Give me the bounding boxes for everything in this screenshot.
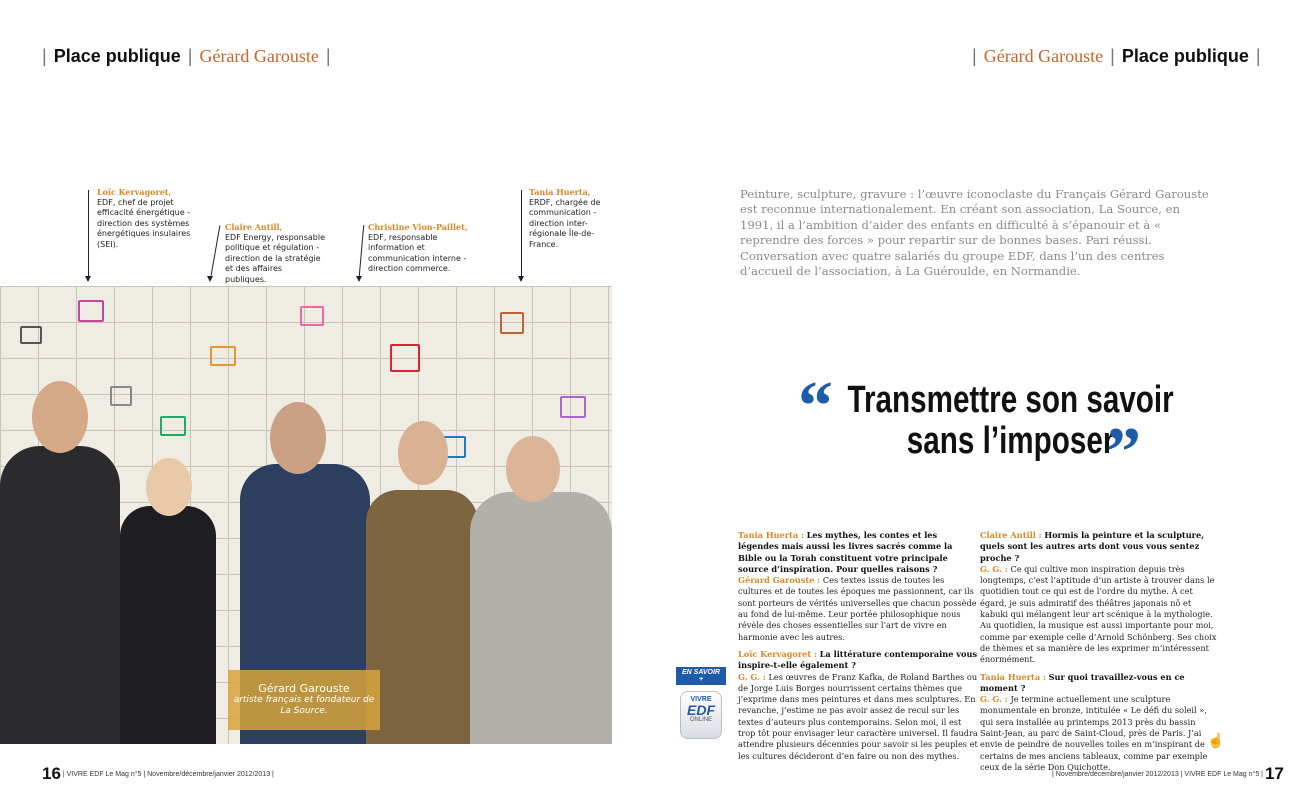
answer-text: Ce qui cultive mon inspiration depuis très longtemps, c’est l’aptitude d’un artiste à trouver dans le quotidien tout ce qui est de l’ordre du mythe. À cet égard, je suis admiratif des théâtres japonais nô et kabuki qui mélangent leur art scénique à la mythologie. Au quotidien, la musique est aussi importante pour moi, comme par exemple celle d’Arnold Schönberg. Ses choix de thèmes et sa manière de les exprimer m’intéressent énormément. bbox=[980, 563, 1217, 665]
caption-pointer-arrow bbox=[85, 276, 91, 282]
caption-text: EDF Energy, responsable politique et régulation - direction de la stratégie et des affaires publiques. bbox=[225, 232, 325, 284]
photo-caption-box bbox=[228, 670, 380, 730]
right-page-header bbox=[970, 46, 1263, 67]
tile-drawing bbox=[300, 306, 324, 326]
tile-drawing bbox=[160, 416, 186, 436]
header-separator: | bbox=[42, 46, 47, 66]
caption-name: Christine Vion-Paillet, bbox=[368, 222, 468, 232]
footer-left bbox=[42, 764, 274, 784]
header-separator: | bbox=[1110, 46, 1115, 66]
person-tania-huerta bbox=[470, 492, 612, 744]
footer-text: | Novembre/décembre/janvier 2012/2013 | VIVRE EDF Le Mag n°5 | bbox=[1052, 771, 1263, 778]
hand-pointer-icon: ☝ bbox=[1207, 733, 1225, 749]
answer-text: Ces textes issus de toutes les cultures et de toutes les époques me passionnent, car ils sont porteurs de vérités universelles que chacun possède au fond de lui-même. Leur portée philosophique nous révèle des choses essentielles sur l’art de vivre en harmonie avec les autres. bbox=[738, 575, 977, 642]
page-number: 17 bbox=[1264, 764, 1284, 783]
tile-drawing bbox=[560, 396, 586, 418]
caption-christine-vion-paillet bbox=[368, 222, 486, 275]
caption-pointer-line bbox=[211, 225, 221, 275]
tile-drawing bbox=[78, 300, 104, 322]
answer-text: Les œuvres de Franz Kafka, de Roland Barthes ou de Jorge Luis Borges nourrissent certains thèmes que j’exprime dans mes peintures et dans mes sculptures. En revanche, j’estime ne pas avoir assez de recul sur les textes d’auteurs plus contemporains. Selon moi, il est trop tôt pour envisager leur caractère universel. Il faudra attendre plusieurs décennies pour savoir si les peuples et les cultures décideront d’en faire ou non des mythes. bbox=[738, 671, 978, 761]
respondent-name: G. G. : bbox=[980, 694, 1008, 705]
caption-pointer-line bbox=[88, 190, 89, 276]
caption-text: EDF, chef de projet efficacité énergétique - direction des systèmes énergétiques insulaires (SEI). bbox=[97, 197, 191, 249]
caption-pointer-arrow bbox=[207, 276, 213, 282]
header-separator: | bbox=[972, 46, 977, 66]
tile-drawing bbox=[390, 344, 420, 372]
respondent-name: Gérard Garouste : bbox=[738, 575, 821, 586]
photo-caption-name: Gérard Garouste bbox=[258, 682, 350, 695]
interviewer-name: Tania Huerta : bbox=[738, 530, 805, 540]
section-title: Place publique bbox=[1121, 46, 1249, 66]
page-number: 16 bbox=[42, 764, 61, 783]
interview-block bbox=[738, 530, 978, 643]
tile-drawing bbox=[500, 312, 524, 334]
caption-text: EDF, responsable information et communication interne - direction commerce. bbox=[368, 232, 467, 273]
person-claire-antill bbox=[120, 506, 216, 744]
person-head bbox=[32, 381, 88, 453]
question-text: Sur quoi travaillez-vous en ce moment ? bbox=[980, 671, 1185, 693]
caption-name: Loïc Kervagoret, bbox=[97, 187, 172, 197]
caption-pointer-line bbox=[521, 190, 522, 276]
header-separator: | bbox=[325, 46, 331, 66]
intro-paragraph: Peinture, sculpture, gravure : l’œuvre iconoclaste du Français Gérard Garouste est reconnue internationalement. En créant son association, La Source, en 1991, il a l’ambition d’aider des enfants en difficulté à s’épanouir et à « reprendre des forces » pour repartir sur de bonnes bases. Pari réussi. Conversation avec quatre salariés du groupe EDF, dans l’un des centres d’accueil de l’association, à La Guéroulde, en Normandie. bbox=[740, 187, 1209, 279]
caption-pointer-line bbox=[359, 225, 364, 276]
question-text: Hormis la peinture et la sculpture, quels sont les autres arts dont vous vous sentez proche ? bbox=[980, 530, 1205, 563]
footer-text: | VIVRE EDF Le Mag n°5 | Novembre/décembre/janvier 2012/2013 | bbox=[62, 771, 274, 778]
section-title: Place publique bbox=[53, 46, 181, 66]
pull-quote-line: sans l’imposer bbox=[906, 420, 1115, 462]
caption-pointer-arrow bbox=[356, 276, 362, 282]
en-savoir-plus-tag[interactable]: EN SAVOIR + bbox=[676, 667, 726, 685]
question-text: Les mythes, les contes et les légendes mais aussi les livres sacrés comme la Bible ou la Torah constituent votre principale source d’inspiration. Pour quelles raisons ? bbox=[738, 530, 953, 574]
interviewer-name: Tania Huerta : bbox=[980, 671, 1047, 682]
answer-text: Je termine actuellement une sculpture monumentale en bronze, intitulée « Le défi du soleil », qui sera installée au printemps 2013 près du bassin Saint-Jean, au parc de Saint-Cloud, près de Paris. J’ai envie de peindre de nouvelles toiles en m’inspirant de certains de mes anciens tableaux, comme par exemple ceux de la série Don Quichotte. bbox=[980, 694, 1208, 772]
person-head bbox=[270, 402, 326, 474]
person-head bbox=[146, 458, 192, 516]
person-christine-vion-paillet bbox=[366, 490, 478, 744]
caption-text: ERDF, chargée de communication - direction inter-régionale Île-de-France. bbox=[529, 197, 601, 249]
pull-quote bbox=[800, 380, 1221, 462]
question-text: La littérature contemporaine vous inspire-t-elle également ? bbox=[738, 648, 978, 671]
caption-name: Claire Antill, bbox=[225, 222, 283, 232]
interview-block bbox=[980, 672, 1220, 774]
vivre-edf-online-logo[interactable] bbox=[680, 691, 722, 739]
close-quote-mark: ” bbox=[1106, 414, 1141, 491]
respondent-name: G. G. : bbox=[980, 563, 1008, 574]
subject-title: Gérard Garouste bbox=[983, 46, 1104, 66]
subject-title: Gérard Garouste bbox=[199, 46, 319, 66]
open-quote-mark: “ bbox=[798, 368, 833, 445]
caption-name: Tania Huerta, bbox=[529, 187, 591, 197]
header-separator: | bbox=[187, 46, 193, 66]
interview-column-left bbox=[738, 530, 978, 768]
caption-loic-kervagoret bbox=[97, 187, 209, 250]
logo-text: EDF bbox=[687, 702, 715, 718]
header-separator: | bbox=[1255, 46, 1261, 66]
caption-tania-huerta bbox=[529, 187, 609, 250]
logo-text: ONLINE bbox=[689, 717, 713, 723]
interview-block bbox=[738, 649, 978, 762]
logo-text: VIVRE bbox=[690, 696, 712, 703]
respondent-name: G. G. : bbox=[738, 671, 766, 682]
en-savoir-plus-block[interactable] bbox=[676, 667, 726, 739]
interview-block bbox=[980, 530, 1220, 666]
interviewer-name: Loïc Kervagoret : bbox=[738, 648, 818, 659]
photo-caption-subtitle: artiste français et fondateur de La Source. bbox=[233, 695, 375, 716]
person-head bbox=[506, 436, 560, 502]
tile-drawing bbox=[210, 346, 236, 366]
caption-pointer-arrow bbox=[518, 276, 524, 282]
pull-quote-line: Transmettre son savoir bbox=[847, 379, 1174, 421]
interviewer-name: Claire Antill : bbox=[980, 530, 1042, 540]
person-loic-kervagoret bbox=[0, 446, 120, 744]
tile-drawing bbox=[110, 386, 132, 406]
tile-drawing bbox=[20, 326, 42, 344]
left-page-header bbox=[40, 46, 333, 67]
footer-right bbox=[1052, 764, 1284, 784]
caption-claire-antill bbox=[225, 222, 325, 285]
interview-column-right bbox=[980, 530, 1220, 779]
person-head bbox=[398, 421, 448, 485]
